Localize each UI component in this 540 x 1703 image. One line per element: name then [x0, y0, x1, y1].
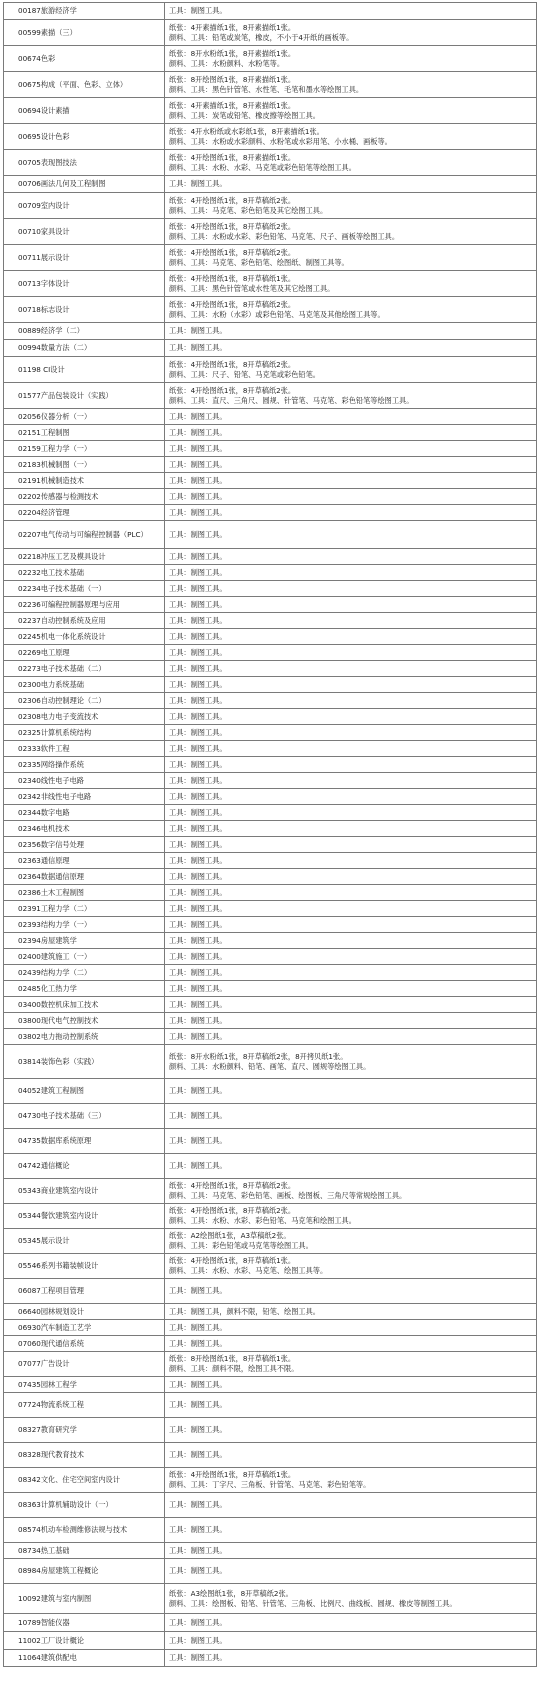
table-row — [4, 245, 537, 271]
course-cell: 01577产品包装设计（实践） — [4, 383, 165, 409]
requirement-cell: 工具：制图工具。 — [165, 949, 537, 965]
requirement-cell: 工具：制图工具。 — [165, 917, 537, 933]
table-row — [4, 773, 537, 789]
course-cell: 06087工程项目管理 — [4, 1279, 165, 1304]
course-cell: 00675构成（平面、色彩、立体） — [4, 72, 165, 98]
course-cell: 02151工程制图 — [4, 425, 165, 441]
course-cell: 00718标志设计 — [4, 297, 165, 323]
requirement-cell: 工具：制图工具。 — [165, 933, 537, 949]
requirement-cell: 纸张：4开绘图纸1张，8开草稿纸2张。 颜料、工具：水粉（水彩）或彩色铅笔、马克笔及其他绘图工具等。 — [165, 297, 537, 323]
course-cell: 08363计算机辅助设计（一） — [4, 1493, 165, 1518]
table-body — [4, 3, 537, 1667]
table-row — [4, 901, 537, 917]
requirement-cell: 工具：制图工具。 — [165, 1320, 537, 1336]
course-cell: 06640园林规划设计 — [4, 1304, 165, 1320]
course-cell: 02236可编程控制器原理与应用 — [4, 597, 165, 613]
course-cell: 02202传感器与检测技术 — [4, 489, 165, 505]
requirement-cell: 工具：制图工具。 — [165, 901, 537, 917]
course-cell: 02218冲压工艺及模具设计 — [4, 549, 165, 565]
requirement-cell: 工具：制图工具。 — [165, 869, 537, 885]
requirement-cell: 工具：制图工具。 — [165, 1013, 537, 1029]
requirement-cell: 工具：制图工具。 — [165, 885, 537, 901]
requirement-cell: 工具：制图工具。 — [165, 629, 537, 645]
course-cell: 00710家具设计 — [4, 219, 165, 245]
course-cell: 00187旅游经济学 — [4, 3, 165, 20]
course-cell: 00994数量方法（二） — [4, 340, 165, 357]
course-cell: 02340线性电子电路 — [4, 773, 165, 789]
requirement-cell: 工具：制图工具。 — [165, 473, 537, 489]
course-cell: 07724物流系统工程 — [4, 1393, 165, 1418]
requirement-cell: 工具：制图工具。 — [165, 1518, 537, 1543]
requirement-cell: 纸张：4开绘图纸1张，8开草稿纸2张。 颜料、工具：马克笔、彩色铅笔、绘图纸、制图工具等。 — [165, 245, 537, 271]
table-row — [4, 693, 537, 709]
table-row — [4, 629, 537, 645]
course-cell: 07077广告设计 — [4, 1352, 165, 1377]
course-cell: 02204经济管理 — [4, 505, 165, 521]
table-row — [4, 933, 537, 949]
course-cell: 02485化工热力学 — [4, 981, 165, 997]
requirement-cell: 工具：制图工具。 — [165, 965, 537, 981]
course-cell: 02273电子技术基础（二） — [4, 661, 165, 677]
table-row — [4, 46, 537, 72]
requirement-cell: 纸张：8开绘图纸1张，8开草稿纸1张。 颜料、工具：颜料不限，绘图工具不限。 — [165, 1352, 537, 1377]
requirement-cell: 工具：制图工具。 — [165, 549, 537, 565]
requirement-cell: 工具：制图工具。 — [165, 1650, 537, 1667]
requirement-cell: 工具：制图工具。 — [165, 1279, 537, 1304]
table-row — [4, 124, 537, 150]
table-row — [4, 357, 537, 383]
requirement-cell: 工具：制图工具。 — [165, 1377, 537, 1393]
course-cell: 11002工厂设计概论 — [4, 1632, 165, 1650]
table-row — [4, 425, 537, 441]
requirement-cell: 纸张：4开绘图纸1张，8开草稿纸1张。 颜料、工具：黑色针管笔或水性笔及其它绘图工具。 — [165, 271, 537, 297]
table-row — [4, 1543, 537, 1559]
table-row — [4, 219, 537, 245]
course-cell: 02056仪器分析（一） — [4, 409, 165, 425]
course-cell: 02191机械制造技术 — [4, 473, 165, 489]
table-row — [4, 549, 537, 565]
requirement-cell: 纸张：4开绘图纸1张，8开草稿纸2张。 颜料、工具：水粉或水彩、彩色铅笔、马克笔、尺子、画板等绘图工具。 — [165, 219, 537, 245]
table-row — [4, 1614, 537, 1632]
requirement-cell: 纸张：4开绘图纸1张，8开草稿纸2张。 颜料、工具：马克笔、彩色铅笔及其它绘图工具。 — [165, 193, 537, 219]
table-row — [4, 1079, 537, 1104]
course-cell: 02344数字电路 — [4, 805, 165, 821]
course-cell: 01198 CI设计 — [4, 357, 165, 383]
course-cell: 00695设计色彩 — [4, 124, 165, 150]
course-cell: 03814装饰色彩（实践） — [4, 1045, 165, 1079]
course-cell: 00694设计素描 — [4, 98, 165, 124]
table-row — [4, 837, 537, 853]
requirement-cell: 纸张：4开水粉纸或水彩纸1张，8开素描纸1张。 颜料、工具：水粉或水彩颜料、水粉笔或水彩用笔、小水桶、画板等。 — [165, 124, 537, 150]
requirement-cell: 工具：制图工具。 — [165, 565, 537, 581]
course-cell: 04730电子技术基础（三） — [4, 1104, 165, 1129]
table-row — [4, 383, 537, 409]
requirement-cell: 纸张：A2绘图纸1张，A3草稿纸2张。 颜料、工具：彩色铅笔或马克笔等绘图工具。 — [165, 1229, 537, 1254]
requirement-cell: 工具：制图工具。 — [165, 709, 537, 725]
requirement-cell: 工具：制图工具。 — [165, 425, 537, 441]
course-cell: 02439结构力学（二） — [4, 965, 165, 981]
course-cell: 00705表现图技法 — [4, 150, 165, 176]
requirement-cell: 工具：制图工具。 — [165, 1543, 537, 1559]
table-row — [4, 981, 537, 997]
table-row — [4, 1418, 537, 1443]
requirement-cell: 工具：制图工具。 — [165, 725, 537, 741]
requirement-cell: 纸张：4开绘图纸1张，8开素描纸1张。 颜料、工具：水粉、水彩、马克笔或彩色铅笔等绘图工具。 — [165, 150, 537, 176]
course-cell: 03400数控机床加工技术 — [4, 997, 165, 1013]
table-row — [4, 1204, 537, 1229]
requirement-cell: 纸张：8开水粉纸1张，8开素描纸1张。 颜料、工具：水粉颜料、水粉笔等。 — [165, 46, 537, 72]
table-row — [4, 1129, 537, 1154]
course-cell: 10092建筑与室内制图 — [4, 1584, 165, 1614]
requirement-cell: 工具：制图工具。 — [165, 677, 537, 693]
requirement-cell: 工具：制图工具。 — [165, 1104, 537, 1129]
requirement-cell: 工具：制图工具。 — [165, 1154, 537, 1179]
course-cell: 05344餐饮建筑室内设计 — [4, 1204, 165, 1229]
course-cell: 02400建筑施工（一） — [4, 949, 165, 965]
requirement-cell: 工具：制图工具。 — [165, 661, 537, 677]
course-cell: 02394房屋建筑学 — [4, 933, 165, 949]
table-row — [4, 581, 537, 597]
requirement-cell: 工具：制图工具。 — [165, 757, 537, 773]
course-cell: 10789智能仪器 — [4, 1614, 165, 1632]
table-row — [4, 3, 537, 20]
table-row — [4, 176, 537, 193]
requirement-cell: 工具：制图工具。 — [165, 3, 537, 20]
requirement-cell: 工具：制图工具。 — [165, 1336, 537, 1352]
requirement-cell: 工具：制图工具。 — [165, 521, 537, 549]
requirement-cell: 工具：制图工具。 — [165, 997, 537, 1013]
course-cell: 02346电机技术 — [4, 821, 165, 837]
course-cell: 00709室内设计 — [4, 193, 165, 219]
requirement-cell: 工具：制图工具。 — [165, 789, 537, 805]
table-row — [4, 193, 537, 219]
requirement-cell: 工具：制图工具。 — [165, 1393, 537, 1418]
requirement-cell: 工具：制图工具。 — [165, 505, 537, 521]
table-row — [4, 150, 537, 176]
table-row — [4, 853, 537, 869]
table-row — [4, 1304, 537, 1320]
requirement-cell: 纸张：4开绘图纸1张，8开草稿纸2张。 颜料、工具：尺子、铅笔、马克笔或彩色铅笔。 — [165, 357, 537, 383]
requirement-cell: 纸张：A3绘图纸1张，8开草稿纸2张。 颜料、工具：绘图板、铅笔、针管笔、三角板、比例尺、曲线板、圆规、橡皮等制图工具。 — [165, 1584, 537, 1614]
course-cell: 02237自动控制系统及应用 — [4, 613, 165, 629]
table-row — [4, 505, 537, 521]
table-row — [4, 1443, 537, 1468]
course-cell: 02306自动控制理论（二） — [4, 693, 165, 709]
course-cell: 02232电工技术基础 — [4, 565, 165, 581]
course-cell: 11064建筑供配电 — [4, 1650, 165, 1667]
table-row — [4, 323, 537, 340]
requirement-cell: 工具：制图工具。 — [165, 1632, 537, 1650]
table-row — [4, 965, 537, 981]
table-row — [4, 1229, 537, 1254]
table-row — [4, 1320, 537, 1336]
table-row — [4, 20, 537, 46]
requirement-cell: 工具：制图工具。 — [165, 1129, 537, 1154]
requirement-cell: 纸张：8开水粉纸1张，8开草稿纸2张，8开拷贝纸1张。 颜料、工具：水粉颜料、铅笔、画笔、直尺、圆规等绘图工具。 — [165, 1045, 537, 1079]
requirement-cell: 纸张：4开绘图纸1张，8开草稿纸2张。 颜料、工具：直尺、三角尺、圆规、针管笔、马克笔、彩色铅笔等绘图工具。 — [165, 383, 537, 409]
table-row — [4, 489, 537, 505]
table-row — [4, 72, 537, 98]
table-row — [4, 1468, 537, 1493]
table-row — [4, 565, 537, 581]
table-row — [4, 1336, 537, 1352]
table-row — [4, 661, 537, 677]
requirement-cell: 纸张：4开绘图纸1张，8开草稿纸2张。 颜料、工具：水粉、水彩、彩色铅笔、马克笔和绘图工具。 — [165, 1204, 537, 1229]
course-cell: 02325计算机系统结构 — [4, 725, 165, 741]
course-cell: 04742通信概论 — [4, 1154, 165, 1179]
course-cell: 00674色彩 — [4, 46, 165, 72]
table-row — [4, 1104, 537, 1129]
course-cell: 02393结构力学（一） — [4, 917, 165, 933]
requirement-cell: 工具：制图工具。 — [165, 1443, 537, 1468]
table-row — [4, 441, 537, 457]
course-cell: 05546系列书籍装帧设计 — [4, 1254, 165, 1279]
table-row — [4, 340, 537, 357]
course-cell: 00889经济学（二） — [4, 323, 165, 340]
table-row — [4, 1632, 537, 1650]
table-row — [4, 1559, 537, 1584]
course-cell: 08328现代教育技术 — [4, 1443, 165, 1468]
table-row — [4, 1393, 537, 1418]
requirement-cell: 工具：制图工具，颜料不限，铅笔、绘图工具。 — [165, 1304, 537, 1320]
table-row — [4, 821, 537, 837]
requirement-cell: 工具：制图工具。 — [165, 837, 537, 853]
requirement-cell: 工具：制图工具。 — [165, 693, 537, 709]
table-row — [4, 1352, 537, 1377]
course-cell: 02333软件工程 — [4, 741, 165, 757]
course-cell: 07060现代通信系统 — [4, 1336, 165, 1352]
table-row — [4, 725, 537, 741]
requirement-cell: 工具：制图工具。 — [165, 645, 537, 661]
course-cell: 08342文化、住宅空间室内设计 — [4, 1468, 165, 1493]
course-cell: 00706画法几何及工程制图 — [4, 176, 165, 193]
course-cell: 02207电气传动与可编程控制器（PLC） — [4, 521, 165, 549]
course-cell: 07435园林工程学 — [4, 1377, 165, 1393]
table-row — [4, 997, 537, 1013]
course-cell: 04735数据库系统原理 — [4, 1129, 165, 1154]
requirement-cell: 工具：制图工具。 — [165, 1559, 537, 1584]
course-cell: 03802电力拖动控制系统 — [4, 1029, 165, 1045]
course-cell: 02269电工原理 — [4, 645, 165, 661]
requirement-cell: 工具：制图工具。 — [165, 1029, 537, 1045]
requirement-cell: 工具：制图工具。 — [165, 409, 537, 425]
course-cell: 00599素描（三） — [4, 20, 165, 46]
course-cell: 02300电力系统基础 — [4, 677, 165, 693]
table-row — [4, 1493, 537, 1518]
table-row — [4, 521, 537, 549]
table-row — [4, 1013, 537, 1029]
requirement-cell: 工具：制图工具。 — [165, 581, 537, 597]
table-row — [4, 1254, 537, 1279]
table-row — [4, 949, 537, 965]
table-row — [4, 613, 537, 629]
requirement-cell: 工具：制图工具。 — [165, 489, 537, 505]
table-row — [4, 1029, 537, 1045]
table-row — [4, 271, 537, 297]
requirement-cell: 纸张：4开绘图纸1张，8开草稿纸2张。 颜料、工具：马克笔、彩色铅笔、画板、绘图板、三角尺等常规绘图工具。 — [165, 1179, 537, 1204]
table-row — [4, 709, 537, 725]
table-row — [4, 789, 537, 805]
table-row — [4, 457, 537, 473]
course-cell: 08327教育研究学 — [4, 1418, 165, 1443]
requirement-cell: 工具：制图工具。 — [165, 613, 537, 629]
requirement-cell: 工具：制图工具。 — [165, 597, 537, 613]
table-row — [4, 1584, 537, 1614]
requirement-cell: 工具：制图工具。 — [165, 741, 537, 757]
requirement-cell: 工具：制图工具。 — [165, 853, 537, 869]
requirement-cell: 工具：制图工具。 — [165, 1418, 537, 1443]
course-cell: 04052建筑工程制图 — [4, 1079, 165, 1104]
table-row — [4, 1179, 537, 1204]
course-cell: 00713字体设计 — [4, 271, 165, 297]
course-cell: 02308电力电子变流技术 — [4, 709, 165, 725]
requirement-cell: 工具：制图工具。 — [165, 805, 537, 821]
requirement-cell: 工具：制图工具。 — [165, 981, 537, 997]
course-cell: 02335网络操作系统 — [4, 757, 165, 773]
table-row — [4, 1650, 537, 1667]
table-row — [4, 1279, 537, 1304]
table-row — [4, 869, 537, 885]
table-row — [4, 1518, 537, 1543]
table-row — [4, 473, 537, 489]
course-cell: 05345展示设计 — [4, 1229, 165, 1254]
requirement-cell: 工具：制图工具。 — [165, 1614, 537, 1632]
requirement-cell: 工具：制图工具。 — [165, 176, 537, 193]
requirement-cell: 工具：制图工具。 — [165, 441, 537, 457]
course-cell: 00711展示设计 — [4, 245, 165, 271]
exam-tools-table — [3, 2, 537, 1667]
requirement-cell: 纸张：4开绘图纸1张，8开草稿纸1张。 颜料、工具：水粉、水彩、马克笔、绘图工具等。 — [165, 1254, 537, 1279]
table-row — [4, 741, 537, 757]
course-cell: 08574机动车检测维修法规与技术 — [4, 1518, 165, 1543]
requirement-cell: 工具：制图工具。 — [165, 457, 537, 473]
course-cell: 02386土木工程制图 — [4, 885, 165, 901]
requirement-cell: 工具：制图工具。 — [165, 773, 537, 789]
table-row — [4, 917, 537, 933]
table-row — [4, 1377, 537, 1393]
course-cell: 05343商业建筑室内设计 — [4, 1179, 165, 1204]
course-cell: 08984房屋建筑工程概论 — [4, 1559, 165, 1584]
course-cell: 02391工程力学（二） — [4, 901, 165, 917]
course-cell: 02363通信原理 — [4, 853, 165, 869]
table-row — [4, 805, 537, 821]
course-cell: 02342非线性电子电路 — [4, 789, 165, 805]
course-cell: 02183机械制图（一） — [4, 457, 165, 473]
table-row — [4, 1154, 537, 1179]
course-cell: 06930汽车制造工艺学 — [4, 1320, 165, 1336]
requirement-cell: 工具：制图工具。 — [165, 1079, 537, 1104]
requirement-cell: 工具：制图工具。 — [165, 1493, 537, 1518]
course-cell: 08734热工基础 — [4, 1543, 165, 1559]
table-row — [4, 677, 537, 693]
course-cell: 02364数据通信原理 — [4, 869, 165, 885]
requirement-cell: 工具：制图工具。 — [165, 323, 537, 340]
course-cell: 02159工程力学（一） — [4, 441, 165, 457]
course-cell: 02234电子技术基础（一） — [4, 581, 165, 597]
table-row — [4, 297, 537, 323]
table-row — [4, 645, 537, 661]
requirement-cell: 工具：制图工具。 — [165, 340, 537, 357]
course-cell: 02245机电一体化系统设计 — [4, 629, 165, 645]
course-cell: 02356数字信号处理 — [4, 837, 165, 853]
requirement-cell: 纸张：4开绘图纸1张，8开草稿纸1张。 颜料、工具：丁字尺、三角板、针管笔、马克笔、彩色铅笔等。 — [165, 1468, 537, 1493]
requirement-cell: 工具：制图工具。 — [165, 821, 537, 837]
table-row — [4, 1045, 537, 1079]
requirement-cell: 纸张：4开素描纸1张，8开素描纸1张。 颜料、工具：炭笔或铅笔、橡皮擦等绘图工具。 — [165, 98, 537, 124]
table-row — [4, 98, 537, 124]
table-row — [4, 757, 537, 773]
table-row — [4, 409, 537, 425]
table-row — [4, 597, 537, 613]
requirement-cell: 纸张：4开素描纸1张，8开素描纸1张。 颜料、工具：铅笔或炭笔，橡皮，不小于4开纸的画板等。 — [165, 20, 537, 46]
table-row — [4, 885, 537, 901]
requirement-cell: 纸张：8开绘图纸1张，8开素描纸1张。 颜料、工具：黑色针管笔、水性笔、毛笔和墨水等绘图工具。 — [165, 72, 537, 98]
course-cell: 03800现代电气控制技术 — [4, 1013, 165, 1029]
